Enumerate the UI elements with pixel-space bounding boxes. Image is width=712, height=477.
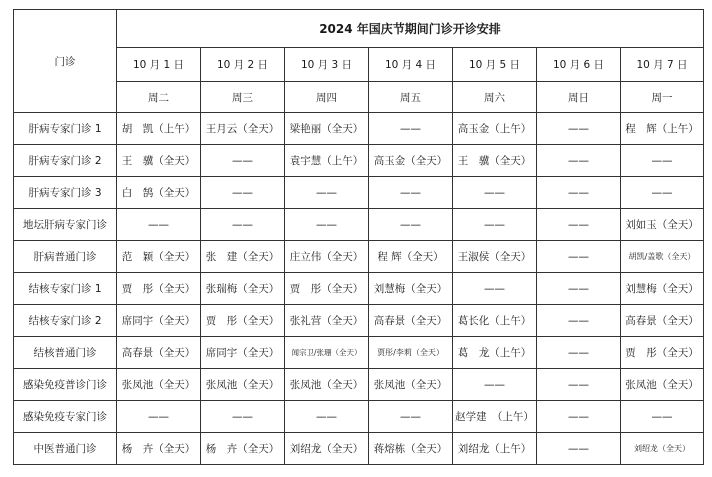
schedule-cell: —— [537, 145, 621, 177]
table-row [14, 241, 704, 273]
schedule-cell: —— [369, 209, 453, 241]
table-row [14, 177, 704, 209]
schedule-cell: 刘慧梅（全天） [369, 273, 453, 305]
schedule-cell: —— [117, 209, 201, 241]
clinic-name: 肝病专家门诊 1 [14, 113, 117, 145]
schedule-cell: 王淑侯（全天） [453, 241, 537, 273]
schedule-cell: —— [117, 401, 201, 433]
schedule-cell: —— [537, 337, 621, 369]
schedule-cell: 贾 彤（全天） [201, 305, 285, 337]
page-title: 2024 年国庆节期间门诊开诊安排 [117, 10, 704, 48]
clinic-name: 结核专家门诊 1 [14, 273, 117, 305]
schedule-cell: —— [537, 369, 621, 401]
schedule-cell: —— [201, 145, 285, 177]
clinic-name: 肝病专家门诊 2 [14, 145, 117, 177]
date-header: 10 月 6 日 [537, 48, 621, 82]
schedule-cell: 贾 彤（全天） [285, 273, 369, 305]
table-row [14, 401, 704, 433]
weekday-header: 周一 [621, 82, 704, 113]
clinic-name: 中医普通门诊 [14, 433, 117, 465]
schedule-cell: 席同宇（全天） [117, 305, 201, 337]
schedule-cell: 高春景（全天） [369, 305, 453, 337]
schedule-cell: 赵学建 （上午） [453, 401, 537, 433]
schedule-cell: —— [453, 273, 537, 305]
table-row [14, 209, 704, 241]
schedule-cell: 高春景（全天） [621, 305, 704, 337]
schedule-cell: 张凤池（全天） [201, 369, 285, 401]
schedule-cell: —— [369, 113, 453, 145]
date-header: 10 月 5 日 [453, 48, 537, 82]
table-row [14, 337, 704, 369]
schedule-cell: 蒋熔栋（全天） [369, 433, 453, 465]
table-row [14, 433, 704, 465]
schedule-cell: 王月云（全天） [201, 113, 285, 145]
date-header: 10 月 3 日 [285, 48, 369, 82]
schedule-cell: —— [621, 177, 704, 209]
schedule-cell: —— [621, 401, 704, 433]
table-row [14, 305, 704, 337]
schedule-cell: 张凤池（全天） [117, 369, 201, 401]
schedule-cell: 葛 龙（上午） [453, 337, 537, 369]
weekday-header: 周四 [285, 82, 369, 113]
schedule-cell: 高玉金（全天） [369, 145, 453, 177]
date-header: 10 月 2 日 [201, 48, 285, 82]
schedule-cell: —— [537, 305, 621, 337]
schedule-cell: —— [537, 177, 621, 209]
schedule-cell: 胡凯/盖歌（全天） [621, 241, 704, 273]
schedule-cell: 刘绍龙（上午） [453, 433, 537, 465]
schedule-cell: 贾彤/李莉（全天） [369, 337, 453, 369]
schedule-cell: 张瑞梅（全天） [201, 273, 285, 305]
clinic-name: 感染免疫普诊门诊 [14, 369, 117, 401]
schedule-cell: 袁宇慧（上午） [285, 145, 369, 177]
schedule-cell: 梁艳丽（全天） [285, 113, 369, 145]
schedule-cell: —— [537, 433, 621, 465]
schedule-cell: —— [201, 401, 285, 433]
schedule-cell: —— [201, 177, 285, 209]
schedule-cell: —— [453, 177, 537, 209]
schedule-cell: 闻宗卫/张珊（全天） [285, 337, 369, 369]
schedule-cell: 高春景（全天） [117, 337, 201, 369]
weekday-header: 周三 [201, 82, 285, 113]
schedule-cell: 张凤池（全天） [621, 369, 704, 401]
date-header: 10 月 7 日 [621, 48, 704, 82]
schedule-cell: 张礼营（全天） [285, 305, 369, 337]
schedule-cell: —— [537, 241, 621, 273]
weekday-header: 周日 [537, 82, 621, 113]
schedule-cell: 杨 卉（全天） [201, 433, 285, 465]
clinic-name: 结核普通门诊 [14, 337, 117, 369]
schedule-cell: 贾 彤（全天） [621, 337, 704, 369]
schedule-cell: 程 辉（全天） [369, 241, 453, 273]
schedule-cell: 白 鹄（全天） [117, 177, 201, 209]
date-header: 10 月 4 日 [369, 48, 453, 82]
schedule-cell: 王 骥（全天） [453, 145, 537, 177]
weekday-header: 周五 [369, 82, 453, 113]
clinic-column-header: 门诊 [14, 10, 117, 113]
schedule-cell: —— [201, 209, 285, 241]
schedule-cell: 张凤池（全天） [369, 369, 453, 401]
schedule-cell: 刘如玉（全天） [621, 209, 704, 241]
schedule-cell: —— [621, 145, 704, 177]
schedule-cell: —— [285, 209, 369, 241]
clinic-name: 地坛肝病专家门诊 [14, 209, 117, 241]
schedule-cell: —— [285, 401, 369, 433]
schedule-cell: 庄立伟（全天） [285, 241, 369, 273]
weekday-header: 周六 [453, 82, 537, 113]
clinic-name: 感染免疫专家门诊 [14, 401, 117, 433]
schedule-cell: 范 颖（全天） [117, 241, 201, 273]
schedule-cell: 葛长化（上午） [453, 305, 537, 337]
table-row [14, 369, 704, 401]
schedule-cell: 胡 凯（上午） [117, 113, 201, 145]
date-header: 10 月 1 日 [117, 48, 201, 82]
schedule-cell: 席同宇（全天） [201, 337, 285, 369]
schedule-cell: —— [453, 369, 537, 401]
schedule-cell: —— [537, 273, 621, 305]
schedule-cell: 刘绍龙（全天） [621, 433, 704, 465]
schedule-cell: 刘绍龙（全天） [285, 433, 369, 465]
clinic-name: 结核专家门诊 2 [14, 305, 117, 337]
table-row [14, 273, 704, 305]
table-row [14, 145, 704, 177]
schedule-cell: 王 骥（全天） [117, 145, 201, 177]
schedule-cell: —— [537, 401, 621, 433]
schedule-cell: —— [369, 177, 453, 209]
schedule-cell: —— [537, 113, 621, 145]
schedule-cell: —— [285, 177, 369, 209]
schedule-cell: 张凤池（全天） [285, 369, 369, 401]
schedule-cell: 贾 彤（全天） [117, 273, 201, 305]
schedule-cell: —— [369, 401, 453, 433]
clinic-name: 肝病普通门诊 [14, 241, 117, 273]
table-row [14, 113, 704, 145]
schedule-cell: 张 建（全天） [201, 241, 285, 273]
schedule-cell: —— [537, 209, 621, 241]
schedule-cell: —— [453, 209, 537, 241]
schedule-cell: 高玉金（上午） [453, 113, 537, 145]
schedule-table [13, 9, 704, 465]
schedule-cell: 杨 卉（全天） [117, 433, 201, 465]
clinic-name: 肝病专家门诊 3 [14, 177, 117, 209]
schedule-cell: 程 辉（上午） [621, 113, 704, 145]
weekday-header: 周二 [117, 82, 201, 113]
schedule-cell: 刘慧梅（全天） [621, 273, 704, 305]
